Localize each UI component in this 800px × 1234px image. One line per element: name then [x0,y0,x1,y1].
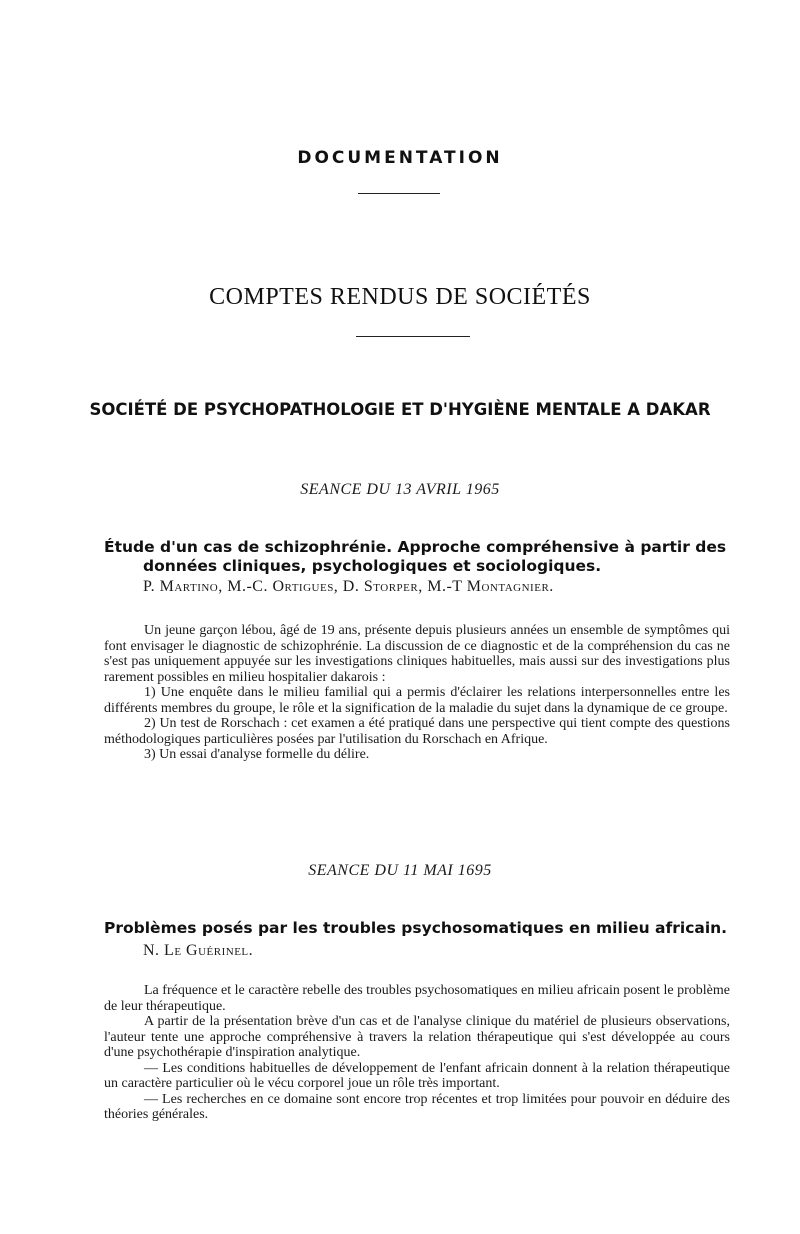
page-title: COMPTES RENDUS DE SOCIÉTÉS [209,284,591,310]
session-date: SEANCE DU 13 AVRIL 1965 [300,481,500,498]
article-body [104,983,730,1123]
society-heading: SOCIÉTÉ DE PSYCHOPATHOLOGIE ET D'HYGIÈNE MENTALE A DAKAR [89,400,711,419]
body-paragraph: 1) Une enquête dans le milieu familial qui a permis d'éclairer les relations interpersonnelles entre les différents membres du groupe, le rôle et la signification de la maladie du sujet dans la dynamique de ce groupe. [104,685,730,716]
session-date: SEANCE DU 11 MAI 1695 [308,862,492,879]
body-paragraph: A partir de la présentation brève d'un cas et de l'analyse clinique du matériel de plusieurs observations, l'auteur tente une approche compréhensive à travers la relation thérapeutique qui s'est développée au cours d'une psychothérapie d'inspiration analytique. [104,1014,730,1060]
body-paragraph: — Les conditions habituelles de développement de l'enfant africain donnent à la relation thérapeutique un caractère particulier où le vécu corporel joue un rôle très important. [104,1060,730,1091]
title-rule [356,336,470,337]
article-title-line: Problèmes posés par les troubles psychosomatiques en milieu africain. [104,919,728,937]
article-title-line: données cliniques, psychologiques et sociologiques. [143,557,602,575]
article-title [104,919,729,938]
article-title [104,538,729,576]
body-paragraph: — Les recherches en ce domaine sont encore trop récentes et trop limitées pour pouvoir en déduire des théories générales. [104,1091,730,1122]
body-paragraph: La fréquence et le caractère rebelle des troubles psychosomatiques en milieu africain posent le problème de leur thérapeutique. [104,983,730,1014]
body-paragraph: Un jeune garçon lébou, âgé de 19 ans, présente depuis plusieurs années un ensemble de symptômes qui font envisager le diagnostic de schizophrénie. La discussion de ce diagnostic et de la compréhension du cas ne s'est pas uniquement appuyée sur les investigations cliniques habituelles, mais aussi sur des investigations plus rarement possibles en milieu hospitalier dakarois : [104,623,730,685]
section-kicker: DOCUMENTATION [297,148,503,168]
body-paragraph: 3) Un essai d'analyse formelle du délire. [144,747,370,762]
article-title-line: Étude d'un cas de schizophrénie. Approche compréhensive à partir des [104,538,727,556]
article-authors: P. Martino, M.-C. Ortigues, D. Storper, M.-T Montagnier. [143,578,554,595]
article-body [104,623,730,763]
body-paragraph: 2) Un test de Rorschach : cet examen a été pratiqué dans une perspective qui tient compte des questions méthodologiques particulières posées par l'utilisation du Rorschach en Afrique. [104,716,730,747]
kicker-rule [358,193,440,194]
article-authors: N. Le Guérinel. [143,942,254,959]
